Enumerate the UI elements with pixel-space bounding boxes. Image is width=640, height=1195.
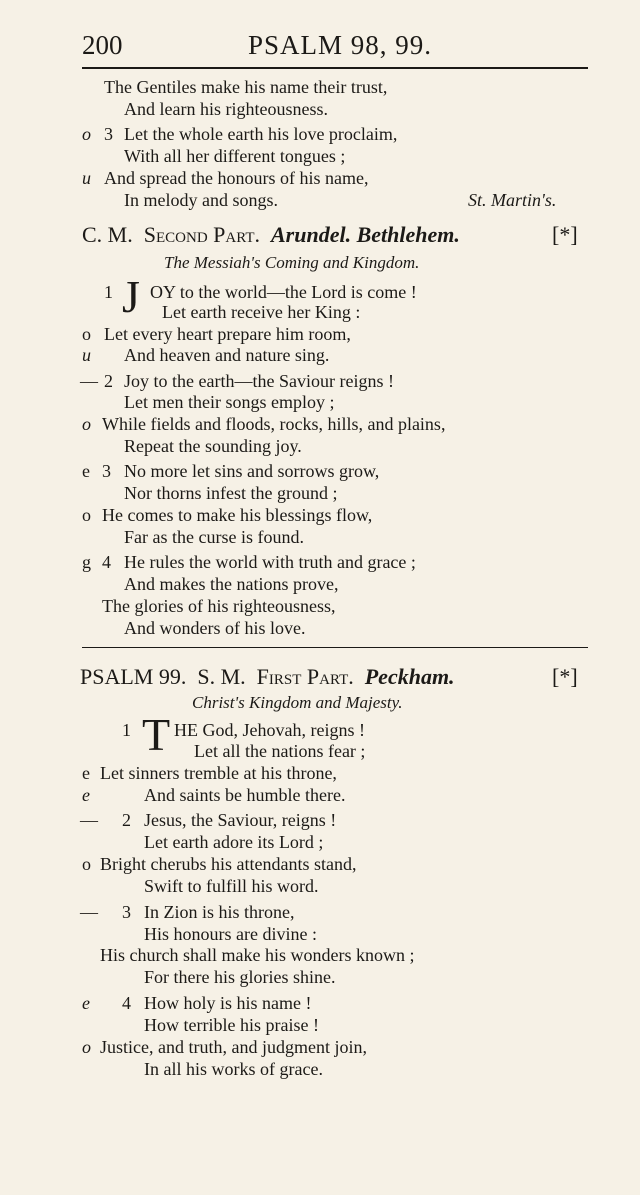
dynamic-mark: — xyxy=(80,810,98,830)
verse-line: HE God, Jehovah, reigns ! xyxy=(174,720,365,740)
dynamic-mark: o xyxy=(82,1037,91,1057)
stanza-number: 3 xyxy=(122,902,131,922)
drop-cap: T xyxy=(142,709,171,760)
part-label: Second Part. xyxy=(143,222,260,247)
verse-line: And saints be humble there. xyxy=(144,785,346,805)
tune-names: Arundel. Bethlehem. xyxy=(271,222,460,247)
verse-line: While fields and floods, rocks, hills, and plains, xyxy=(102,414,446,434)
verse-line: Let every heart prepare him room, xyxy=(104,324,351,344)
running-head: PSALM 98, 99. xyxy=(248,30,433,60)
verse-line: No more let sins and sorrows grow, xyxy=(124,461,380,481)
dynamic-mark: — xyxy=(80,371,98,391)
verse-line: The glories of his righteousness, xyxy=(102,596,336,616)
header-rule xyxy=(82,67,588,69)
verse-line: And makes the nations prove, xyxy=(124,574,339,594)
verse-line: Justice, and truth, and judgment join, xyxy=(100,1037,367,1057)
drop-cap: J xyxy=(122,271,140,322)
verse-line: Repeat the sounding joy. xyxy=(124,436,302,456)
verse-line: He comes to make his blessings flow, xyxy=(102,505,373,525)
dynamic-mark: — xyxy=(80,902,98,922)
dynamic-mark: e xyxy=(82,763,90,783)
dynamic-mark: u xyxy=(82,345,91,365)
page-number: 200 xyxy=(82,30,123,60)
stanza-number: 1 xyxy=(122,720,131,740)
dynamic-mark: e xyxy=(82,785,90,805)
hymn-subtitle: Christ's Kingdom and Majesty. xyxy=(192,693,403,712)
asterisk-note: [*] xyxy=(552,664,578,689)
stanza-number: 1 xyxy=(104,282,113,302)
verse-line: Let earth adore its Lord ; xyxy=(144,832,324,852)
verse-line: Far as the curse is found. xyxy=(124,527,304,547)
page-header xyxy=(82,30,588,70)
dynamic-mark: o xyxy=(82,505,91,525)
verse-line: Joy to the earth—the Saviour reigns ! xyxy=(124,371,394,391)
dynamic-mark: o xyxy=(82,324,91,344)
verse-line: In Zion is his throne, xyxy=(144,902,295,922)
tune-name: Peckham. xyxy=(364,664,455,689)
asterisk-note: [*] xyxy=(552,222,578,247)
verse-line: How terrible his praise ! xyxy=(144,1015,319,1035)
stanza-number: 4 xyxy=(102,552,111,572)
verse-line: For there his glories shine. xyxy=(144,967,336,987)
dynamic-mark: o xyxy=(82,854,91,874)
verse-line: Nor thorns infest the ground ; xyxy=(124,483,338,503)
dynamic-mark: e xyxy=(82,461,90,481)
stanza-number: 2 xyxy=(122,810,131,830)
stanza-number: 3 xyxy=(102,461,111,481)
verse-line: His church shall make his wonders known ; xyxy=(100,945,415,965)
stanza-number: 3 xyxy=(104,124,113,144)
verse-line: And spread the honours of his name, xyxy=(104,168,369,188)
verse-line: Let earth receive her King : xyxy=(162,302,361,322)
verse-line: And learn his righteousness. xyxy=(124,99,328,119)
stanza-number: 4 xyxy=(122,993,131,1013)
hymn-subtitle: The Messiah's Coming and Kingdom. xyxy=(164,253,420,272)
verse-line: Let sinners tremble at his throne, xyxy=(100,763,337,783)
verse-line: Swift to fulfill his word. xyxy=(144,876,319,896)
dynamic-mark: o xyxy=(82,414,91,434)
part-label: First Part. xyxy=(256,664,354,689)
tune-attribution: St. Martin's. xyxy=(468,190,557,210)
verse-line: How holy is his name ! xyxy=(144,993,312,1013)
dynamic-mark: o xyxy=(82,124,91,144)
verse-line: And heaven and nature sing. xyxy=(124,345,330,365)
verse-line: The Gentiles make his name their trust, xyxy=(104,77,388,97)
verse-line: Jesus, the Saviour, reigns ! xyxy=(144,810,337,830)
meter-label: C. M. xyxy=(82,222,133,247)
verse-line: In melody and songs. xyxy=(124,190,278,210)
verse-line: In all his works of grace. xyxy=(144,1059,323,1079)
dynamic-mark: u xyxy=(82,168,91,188)
dynamic-mark: g xyxy=(82,552,91,572)
verse-line: He rules the world with truth and grace ; xyxy=(124,552,416,572)
verse-line: And wonders of his love. xyxy=(124,618,306,638)
psalm-title: PSALM 99. xyxy=(80,664,187,689)
section-heading xyxy=(82,222,460,248)
meter-label: S. M. xyxy=(197,664,246,689)
dynamic-mark: e xyxy=(82,993,90,1013)
verse-line: With all her different tongues ; xyxy=(124,146,346,166)
stanza-number: 2 xyxy=(104,371,113,391)
psalm99-heading xyxy=(80,664,455,690)
verse-line: OY to the world—the Lord is come ! xyxy=(150,282,417,302)
verse-line: His honours are divine : xyxy=(144,924,317,944)
verse-line: Bright cherubs his attendants stand, xyxy=(100,854,357,874)
verse-line: Let all the nations fear ; xyxy=(194,741,366,761)
verse-line: Let the whole earth his love proclaim, xyxy=(124,124,398,144)
verse-line: Let men their songs employ ; xyxy=(124,392,335,412)
section-rule xyxy=(82,647,588,648)
